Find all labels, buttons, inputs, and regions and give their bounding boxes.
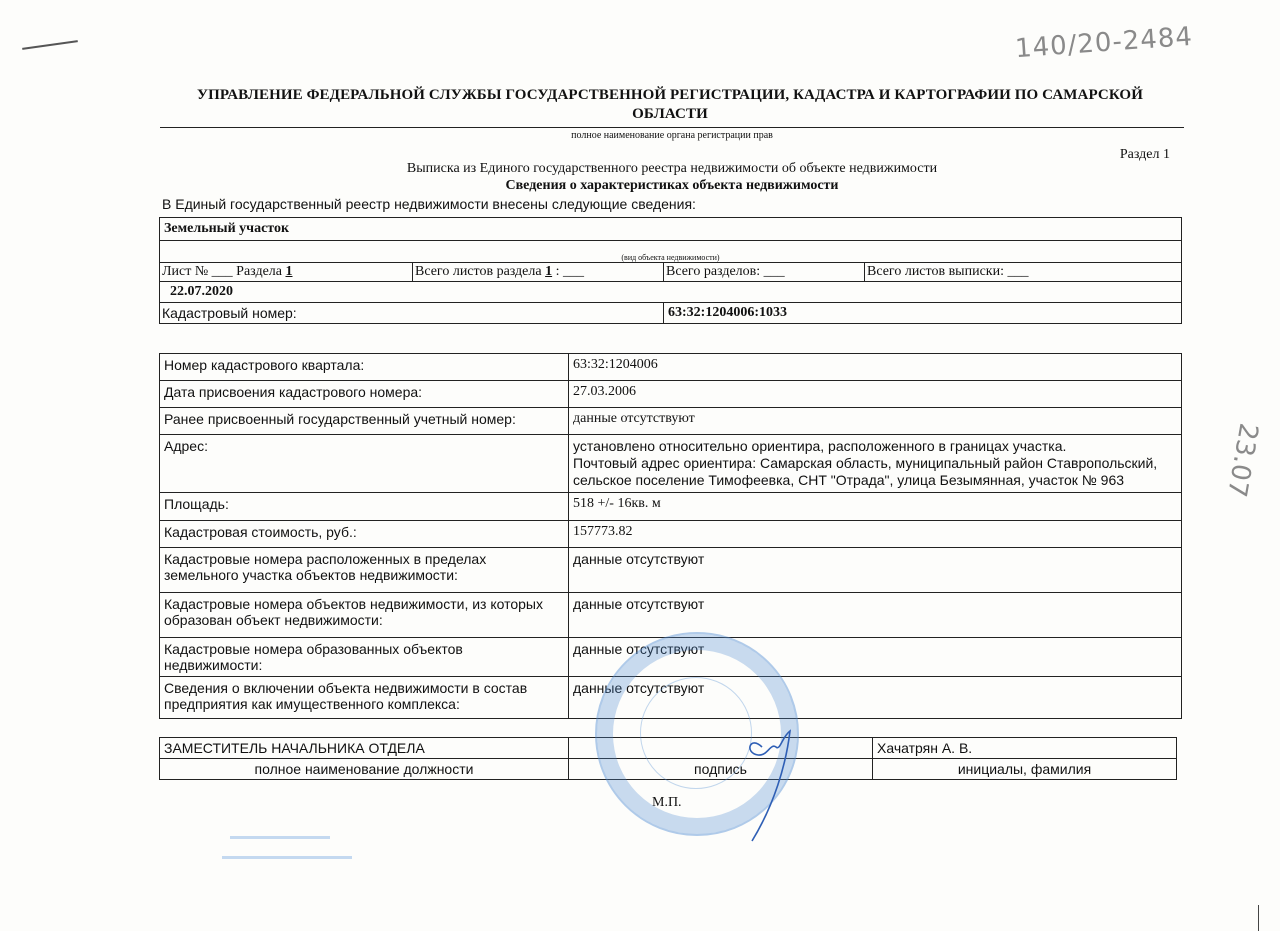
detail-label: Площадь: [160,493,569,521]
detail-label: Кадастровые номера расположенных в пределах земельного участка объектов недвижимости: [160,548,569,593]
official-stamp-inner-ring [640,677,752,789]
detail-value: данные отсутствуют [569,548,1182,593]
table-row [160,381,1182,408]
detail-label: Адрес: [160,435,569,493]
handwritten-signature [740,725,800,845]
table-row [160,548,1182,593]
sheet-label: Лист № ___ Раздела [162,264,286,279]
seal-label: М.П. [652,795,682,810]
detail-label: Кадастровая стоимость, руб.: [160,521,569,548]
table-row [160,521,1182,548]
detail-value-address [569,435,1182,493]
section-value: 1 [285,264,293,279]
signer-position: ЗАМЕСТИТЕЛЬ НАЧАЛЬНИКА ОТДЕЛА [160,738,569,759]
sheets-in-section-value: 1 [545,264,553,279]
detail-label: Кадастровые номера объектов недвижимости, из которых образован объект недвижимости: [160,593,569,638]
section-number: Раздел 1 [1119,147,1170,162]
name-caption: инициалы, фамилия [873,759,1177,780]
object-type: Земельный участок [160,218,1182,241]
address-line: установлено относительно ориентира, расположенного в границах участка. [573,438,1067,454]
sheets-in-section-label: Всего листов раздела [415,264,546,279]
document-title: Выписка из Единого государственного реестра недвижимости об объекте недвижимости [406,161,938,176]
detail-value: 157773.82 [569,521,1182,548]
cadastral-number-label: Кадастровый номер: [160,303,664,324]
table-row [160,354,1182,381]
table-row [160,408,1182,435]
detail-label: Номер кадастрового квартала: [160,354,569,381]
organization-caption: полное наименование органа регистрации прав [571,130,773,141]
sheets-in-section-tail: : ___ [552,264,584,279]
sheet-row [160,263,1182,282]
total-sections: Всего разделов: ___ [664,263,865,282]
table-row [160,493,1182,521]
cadastral-number-value: 63:32:1204006:1033 [664,303,1182,324]
detail-value: данные отсутствуют [569,593,1182,638]
object-header-table [159,217,1182,324]
object-type-caption: (вид объекта недвижимости) [160,241,1182,263]
sheets-in-section-cell [413,263,664,282]
faint-stamp-mark [230,836,330,839]
organization-name: УПРАВЛЕНИЕ ФЕДЕРАЛЬНОЙ СЛУЖБЫ ГОСУДАРСТВЕННОЙ РЕГИСТРАЦИИ, КАДАСТРА И КАРТОГРАФИИ ПО САМАРСКОЙ ОБЛАСТИ [197,87,1143,122]
detail-value: 518 +/- 16кв. м [569,493,1182,521]
total-sheets: Всего листов выписки: ___ [865,263,1182,282]
detail-label: Дата присвоения кадастрового номера: [160,381,569,408]
extract-date: 22.07.2020 [160,282,1182,303]
detail-label: Сведения о включении объекта недвижимости в состав предприятия как имущественного комплекса: [160,677,569,719]
address-line: сельское поселение Тимофеевка, СНТ "Отрада", улица Безымянная, участок № 963 [573,472,1125,488]
table-row [160,593,1182,638]
detail-value: 27.03.2006 [569,381,1182,408]
scan-edge [1258,905,1259,931]
handwritten-reference-number: 140/20-2484 [1014,21,1194,65]
document-subtitle: Сведения о характеристиках объекта недвижимости [505,178,839,193]
detail-label: Ранее присвоенный государственный учетный номер: [160,408,569,435]
organization-rule [160,127,1184,128]
detail-label: Кадастровые номера образованных объектов недвижимости: [160,638,569,677]
scan-mark [22,40,78,50]
signature-caption: подпись [569,759,873,780]
faint-stamp-mark [222,856,352,859]
detail-value: данные отсутствуют [569,638,1182,677]
intro-text: В Единый государственный реестр недвижимости внесены следующие сведения: [162,196,696,212]
address-line: Почтовый адрес ориентира: Самарская область, муниципальный район Ставропольский, [573,455,1158,471]
handwritten-side-note: 23.07 [1220,420,1264,500]
table-row [160,435,1182,493]
position-caption: полное наименование должности [160,759,569,780]
detail-value: данные отсутствуют [569,408,1182,435]
signer-name: Хачатрян А. В. [873,738,1177,759]
sheet-number-cell [160,263,413,282]
detail-value: данные отсутствуют [569,677,1182,719]
detail-value: 63:32:1204006 [569,354,1182,381]
